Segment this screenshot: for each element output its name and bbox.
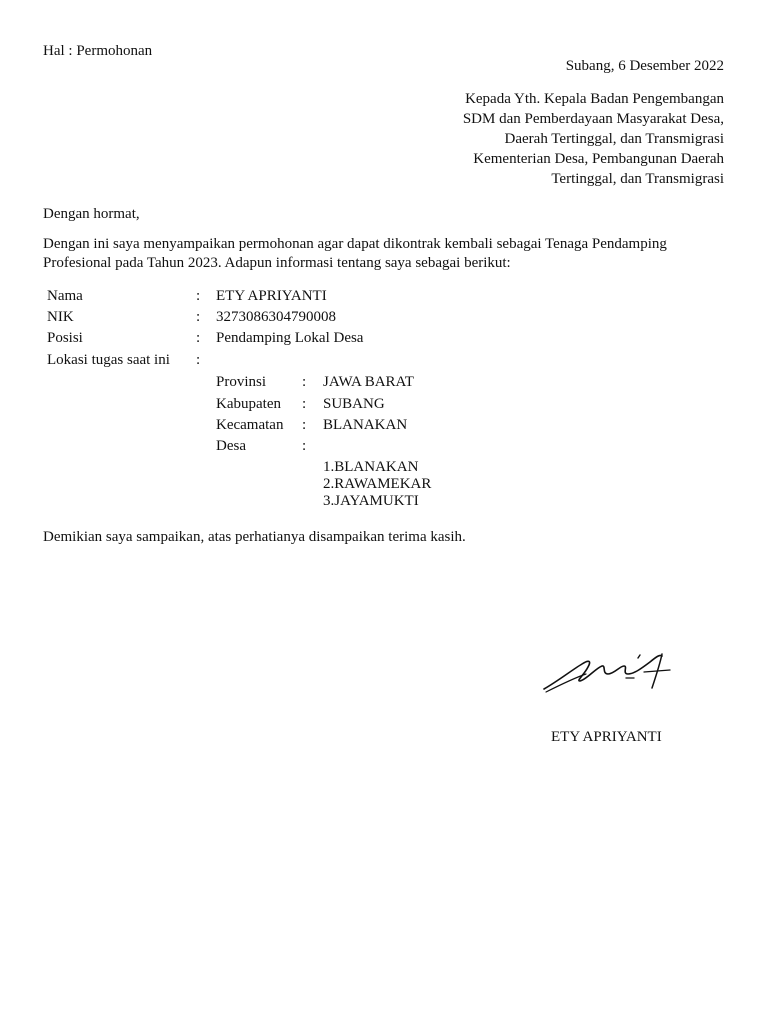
- colon: :: [196, 330, 201, 346]
- subject-line: Hal : Permohonan: [43, 43, 153, 59]
- name-label: Nama: [47, 288, 83, 304]
- signature-mark: [538, 648, 673, 696]
- regency-value: SUBANG: [323, 396, 385, 412]
- colon: :: [196, 288, 201, 304]
- colon: :: [196, 309, 201, 325]
- place-date: Subang, 6 Desember 2022: [565, 58, 724, 74]
- intro-line: Dengan ini saya menyampaikan permohonan agar dapat dikontrak kembali sebagai Tenaga Pendamping: [43, 236, 667, 252]
- nik-label: NIK: [47, 309, 74, 325]
- village-item: 3.JAYAMUKTI: [323, 493, 419, 509]
- village-item: 2.RAWAMEKAR: [323, 476, 432, 492]
- name-value: ETY APRIYANTI: [216, 288, 327, 304]
- colon: :: [302, 417, 307, 433]
- recipient-line: Kepada Yth. Kepala Badan Pengembangan: [465, 91, 724, 107]
- district-value: BLANAKAN: [323, 417, 408, 433]
- location-label: Lokasi tugas saat ini: [47, 352, 170, 368]
- intro-line: Profesional pada Tahun 2023. Adapun informasi tentang saya sebagai berikut:: [43, 255, 511, 271]
- signer-name: ETY APRIYANTI: [551, 729, 662, 745]
- closing-sentence: Demikian saya sampaikan, atas perhatianya disampaikan terima kasih.: [43, 529, 466, 545]
- village-label: Desa: [216, 438, 246, 454]
- province-value: JAWA BARAT: [323, 374, 414, 390]
- colon: :: [302, 374, 307, 390]
- province-label: Provinsi: [216, 374, 267, 390]
- village-item: 1.BLANAKAN: [323, 459, 419, 475]
- salutation: Dengan hormat,: [43, 206, 140, 222]
- position-label: Posisi: [47, 330, 83, 346]
- position-value: Pendamping Lokal Desa: [216, 330, 364, 346]
- colon: :: [196, 352, 201, 368]
- recipient-line: Kementerian Desa, Pembangunan Daerah: [473, 151, 724, 167]
- recipient-line: Daerah Tertinggal, dan Transmigrasi: [504, 131, 724, 147]
- colon: :: [302, 438, 307, 454]
- regency-label: Kabupaten: [216, 396, 281, 412]
- recipient-address: [463, 89, 724, 189]
- recipient-line: SDM dan Pemberdayaan Masyarakat Desa,: [462, 111, 724, 127]
- district-label: Kecamatan: [216, 417, 284, 433]
- recipient-line: Tertinggal, dan Transmigrasi: [551, 171, 724, 187]
- colon: :: [302, 396, 307, 412]
- nik-value: 3273086304790008: [216, 309, 336, 325]
- intro-paragraph: [43, 235, 667, 273]
